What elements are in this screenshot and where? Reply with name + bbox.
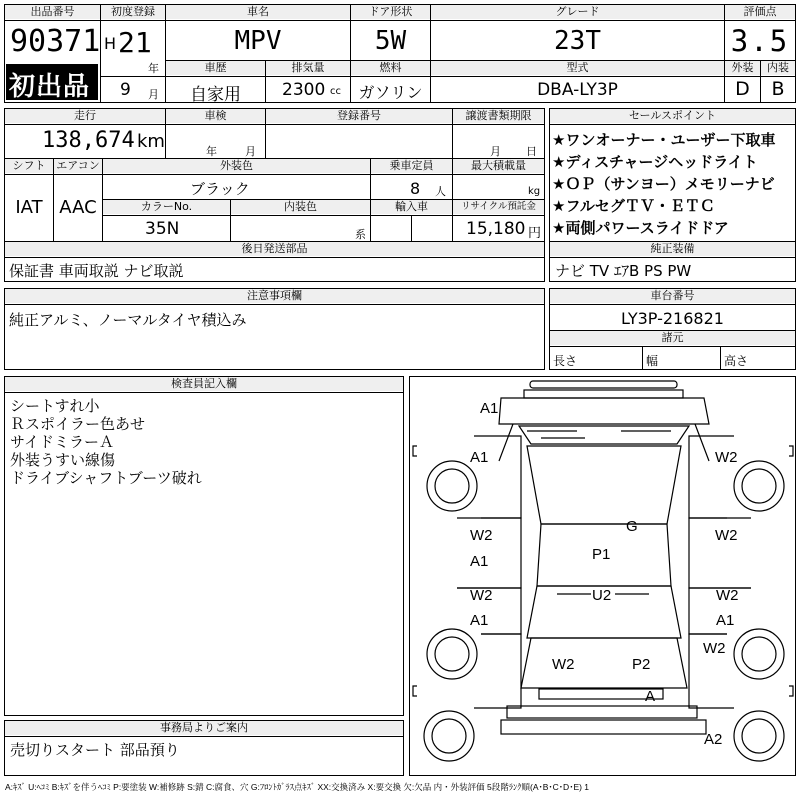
inspection-year-unit: 年 [206,145,217,158]
color-no: 35N [145,219,180,239]
transfer-day-unit: 日 [526,145,537,158]
genuine-equip: ナビ TV ｴｱB PS PW [555,262,692,280]
damage-mark: W2 [716,587,739,604]
transfer-month-unit: 月 [490,145,501,158]
shift-label: シフト [5,159,53,173]
inspector-note: ドライブシャフトブーツ破れ [10,469,202,487]
regno-label: 登録番号 [266,109,452,123]
int-color-unit: 系 [355,228,366,241]
damage-mark: W2 [703,640,726,657]
ac-label: エアコン [54,159,102,173]
seats-label: 乗車定員 [371,159,452,173]
load-unit: kg [528,186,541,197]
car-name: MPV [234,26,282,56]
chassis-label: 車台番号 [550,289,795,303]
lot-no-label: 出品番号 [5,5,100,19]
fuel-label: 燃料 [351,61,430,75]
dimensions-label: 諸元 [550,331,795,345]
seats-unit: 人 [435,185,446,198]
damage-mark: W2 [715,449,738,466]
inspector-note: 外装うすい線傷 [10,451,116,469]
recycle: 15,180 [466,219,526,239]
history-label: 車歴 [166,61,265,75]
ac: AAC [59,197,97,218]
recycle-label: リサイクル預託金 [453,200,544,214]
score: 3.5 [730,24,790,58]
office-notice: 売切りスタート 部品預り [10,741,180,759]
damage-mark: W2 [470,527,493,544]
sales-point: ★ＯＰ（サンヨー）メモリーナビ [552,175,775,193]
import-label: 輸入車 [371,200,452,214]
damage-mark: A1 [480,400,499,417]
sales-point: ★ディスチャージヘッドライト [552,153,758,171]
fuel: ガソリン [358,83,423,102]
reg-year-unit: 年 [148,62,159,75]
mileage-unit: km [137,131,165,152]
reg-label: 初度登録 [101,5,165,19]
seats: 8 [410,179,421,198]
int-label: 内装 [761,61,795,75]
damage-mark: A [645,688,656,705]
door-label: ドア形状 [351,5,430,19]
model-label: 型式 [431,61,724,75]
inspector-note: Ｒスポイラー色あせ [10,415,146,433]
ext-label: 外装 [725,61,760,75]
first-listing-badge-text: 初出品 [9,72,91,102]
reg-era: H [104,34,117,53]
later-docs-label: 後日発送部品 [5,242,544,256]
reg-month-unit: 月 [148,88,159,101]
shift: IAT [15,197,43,218]
damage-mark: U2 [592,587,612,604]
length-label: 長さ [553,354,578,368]
history: 自家用 [190,85,241,105]
sales-point: ★ワンオーナー・ユーザー下取車 [552,131,776,149]
damage-mark: A1 [470,612,489,629]
inspector-note: シートすれ小 [10,397,100,415]
sales-point: ★フルセグＴＶ・ＥＴＣ [552,197,715,215]
damage-mark: A2 [704,731,723,748]
damage-mark: P1 [592,546,611,563]
int-color-label: 内装色 [231,200,370,214]
grade-label: グレード [431,5,724,19]
office-label: 事務局よりご案内 [5,721,403,735]
car-outline [409,376,796,776]
chassis-number: LY3P-216821 [621,309,724,328]
load-label: 最大積載量 [453,159,544,173]
height-label: 高さ [724,354,749,368]
color: ブラック [190,180,250,198]
car-name-label: 車名 [166,5,350,19]
width-label: 幅 [646,354,659,368]
damage-mark: W2 [470,587,493,604]
model: DBA-LY3P [537,80,618,100]
damage-mark: P2 [632,656,651,673]
mileage: 138,674 [42,128,135,153]
reg-month: 9 [120,80,131,100]
notes-label: 注意事項欄 [5,289,544,303]
mileage-label: 走行 [5,109,165,123]
sales-points-label: セールスポイント [550,109,795,123]
lot-no: 90371 [10,24,101,59]
displacement: 2300 [282,80,326,100]
score-label: 評価点 [725,5,795,19]
door: 5W [374,26,407,56]
inspector-note: サイドミラーＡ [10,433,114,451]
ext-grade: D [735,78,750,100]
color-no-label: カラーNo. [103,200,230,214]
inspector-label: 検査員記入欄 [5,377,403,391]
inspection-month-unit: 月 [245,145,256,158]
int-grade: B [771,78,785,100]
recycle-unit: 円 [528,226,542,241]
damage-mark: A1 [716,612,735,629]
sales-point: ★両側パワースライドドア [552,219,729,237]
damage-mark: W2 [552,656,575,673]
damage-mark: A1 [470,553,489,570]
inspection-label: 車検 [166,109,265,123]
later-docs: 保証書 車両取説 ナビ取説 [9,262,184,280]
displacement-unit: cc [330,86,341,97]
reg-year: 21 [118,26,152,59]
genuine-equip-label: 純正装備 [550,242,795,256]
damage-mark: A1 [470,449,489,466]
grade: 23T [554,26,601,56]
transfer-label: 譲渡書類期限 [453,109,544,123]
notes: 純正アルミ、ノーマルタイヤ積込み [9,311,247,329]
displacement-label: 排気量 [266,61,350,75]
damage-mark: W2 [715,527,738,544]
damage-mark: G [626,518,638,535]
color-label: 外装色 [103,159,370,173]
legend: A:ｷｽﾞ U:ﾍｺﾐ B:ｷｽﾞを伴うﾍｺﾐ P:要塗装 W:補修跡 S:錆 C:腐食、穴 G:ﾌﾛﾝﾄｶﾞﾗｽ点ｷｽﾞ XX:交換済み X:要交換 欠:欠品 内・外装評価 5段階ﾗﾝｸ順(A･B･C･D･E) 1 [5,782,590,792]
